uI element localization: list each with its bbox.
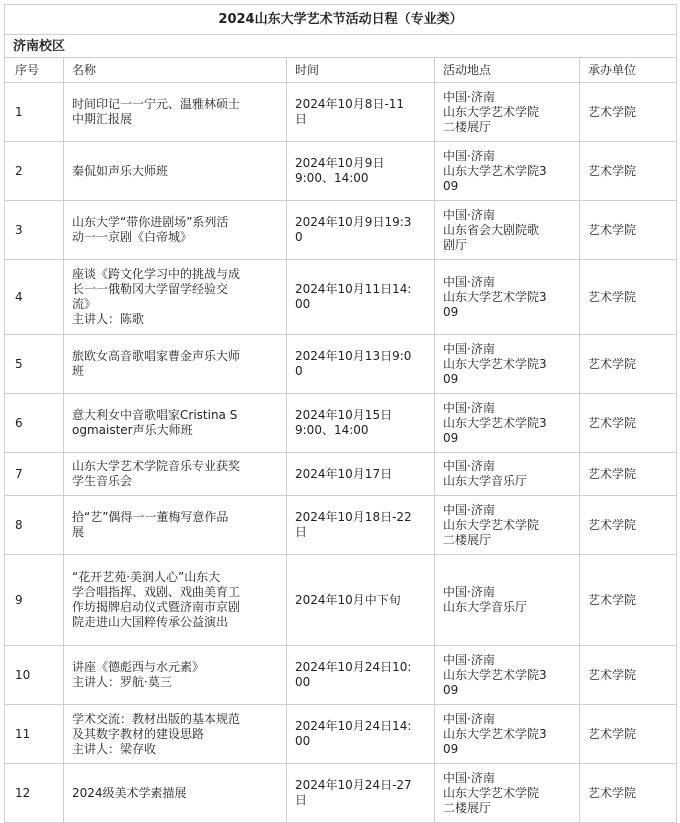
row-time-line: 日 [295, 793, 308, 807]
row-seq: 10 [5, 646, 64, 705]
row-time-line: 2024年10月24日14: [295, 719, 412, 733]
row-name-line: 主讲人：罗航·莫三 [72, 675, 172, 689]
row-place-line: 山东大学艺术学院3 [443, 356, 547, 371]
row-seq: 6 [5, 394, 64, 453]
row-place [435, 83, 580, 142]
row-time [287, 705, 435, 764]
row-time-line: 2024年10月8日-11 [295, 97, 405, 111]
row-seq: 9 [5, 555, 64, 646]
table-row [5, 555, 677, 646]
row-name-line: 班 [72, 364, 85, 378]
table-row [5, 201, 677, 260]
row-org: 艺术学院 [580, 496, 677, 555]
row-time [287, 201, 435, 260]
row-time-line: 2024年10月9日19:3 [295, 215, 412, 229]
row-name-line: 及其数字教材的建设思路 [72, 726, 205, 741]
row-name-line: “花开艺苑·美润人心”山东大 [72, 570, 221, 584]
table-row [5, 394, 677, 453]
row-place [435, 453, 580, 496]
title-row [5, 5, 677, 35]
header-org: 承办单位 [580, 58, 677, 83]
row-seq: 3 [5, 201, 64, 260]
schedule-table [4, 4, 677, 823]
row-place-line: 中国·济南 [443, 585, 495, 599]
row-seq: 8 [5, 496, 64, 555]
row-seq: 1 [5, 83, 64, 142]
row-name-line: 秦侃如声乐大师班 [72, 163, 169, 178]
row-name-line: 中期汇报展 [72, 112, 133, 126]
row-place-line: 中国·济南 [443, 502, 495, 517]
table-row [5, 646, 677, 705]
row-place-line: 09 [443, 304, 459, 319]
row-place-line: 中国·济南 [443, 400, 495, 415]
row-place [435, 394, 580, 453]
row-time-line: 2024年10月24日-27 [295, 778, 412, 792]
row-time-line: 9:00、14:00 [295, 171, 369, 185]
row-place-line: 中国·济南 [443, 148, 495, 163]
row-name-line: 学合唱指挥、戏剧、戏曲美育工 [72, 585, 241, 599]
row-time-line: 2024年10月11日14: [295, 282, 412, 296]
row-name [64, 646, 287, 705]
header-row [5, 58, 677, 83]
row-name-line: 流》 [72, 297, 97, 311]
table-title: 2024山东大学艺术节活动日程（专业类） [5, 5, 677, 35]
row-name [64, 260, 287, 335]
row-seq: 5 [5, 335, 64, 394]
row-org: 艺术学院 [580, 201, 677, 260]
row-place-line: 山东大学艺术学院 [443, 785, 540, 800]
row-place [435, 555, 580, 646]
header-place: 活动地点 [435, 58, 580, 83]
row-org: 艺术学院 [580, 453, 677, 496]
row-time [287, 142, 435, 201]
row-time [287, 453, 435, 496]
row-name-line: 2024级美术学素描展 [72, 785, 187, 800]
row-name-line: ogmaister声乐大师班 [72, 423, 193, 437]
row-name-line: 学术交流：教材出版的基本规范 [72, 711, 241, 726]
row-name-line: 院走进山大国粹传承公益演出 [72, 615, 229, 629]
row-name-line: 山东大学艺术学院音乐专业获奖 [72, 459, 241, 473]
row-name-line: 时间印记一一宁元、温雅林硕士 [72, 97, 241, 111]
table-row [5, 83, 677, 142]
row-time [287, 764, 435, 823]
row-name-line: 意大利女中音歌唱家Cristina S [72, 408, 238, 422]
row-place-line: 二楼展厅 [443, 800, 492, 815]
row-place-line: 09 [443, 178, 459, 193]
row-place-line: 中国·济南 [443, 89, 495, 104]
row-place-line: 山东大学艺术学院3 [443, 289, 547, 304]
row-org: 艺术学院 [580, 705, 677, 764]
row-org: 艺术学院 [580, 764, 677, 823]
row-org: 艺术学院 [580, 646, 677, 705]
row-place [435, 260, 580, 335]
row-name [64, 201, 287, 260]
row-time-line: 00 [295, 734, 311, 748]
row-place-line: 山东大学艺术学院3 [443, 726, 547, 741]
row-place-line: 山东大学艺术学院3 [443, 163, 547, 178]
table-row [5, 705, 677, 764]
table-row [5, 453, 677, 496]
row-place [435, 705, 580, 764]
row-name [64, 335, 287, 394]
row-seq: 2 [5, 142, 64, 201]
row-time [287, 83, 435, 142]
row-seq: 7 [5, 453, 64, 496]
row-org: 艺术学院 [580, 335, 677, 394]
row-place-line: 中国·济南 [443, 459, 495, 473]
row-name [64, 555, 287, 646]
row-place [435, 335, 580, 394]
row-place-line: 中国·济南 [443, 274, 495, 289]
row-time-line: 00 [295, 675, 311, 689]
row-name-line: 拾“艺”偶得一一董梅写意作品 [72, 510, 229, 524]
row-place-line: 二楼展厅 [443, 119, 492, 134]
row-name [64, 394, 287, 453]
row-place-line: 山东省会大剧院歌 [443, 222, 540, 237]
row-name-line: 动一一京剧《白帝城》 [72, 230, 193, 244]
row-place-line: 中国·济南 [443, 207, 495, 222]
row-time-line: 2024年10月9日 [295, 156, 385, 170]
row-name [64, 705, 287, 764]
row-place-line: 09 [443, 682, 459, 697]
row-place [435, 142, 580, 201]
row-time [287, 555, 435, 646]
row-place-line: 二楼展厅 [443, 532, 492, 547]
row-place-line: 中国·济南 [443, 770, 495, 785]
row-place-line: 09 [443, 430, 459, 445]
row-name-line: 长一一俄勒冈大学留学经验交 [72, 282, 229, 296]
row-time [287, 335, 435, 394]
campus-label: 济南校区 [5, 35, 677, 58]
header-time: 时间 [287, 58, 435, 83]
row-name-line: 山东大学“带你进剧场”系列活 [72, 215, 229, 229]
row-place [435, 496, 580, 555]
row-place-line: 剧厅 [443, 237, 468, 252]
table-row [5, 496, 677, 555]
row-place-line: 中国·济南 [443, 652, 495, 667]
row-name-line: 主讲人：陈歌 [72, 312, 145, 326]
row-time-line: 0 [295, 364, 303, 378]
row-name-line: 主讲人：梁存收 [72, 741, 157, 756]
row-time-line: 2024年10月15日 [295, 408, 393, 422]
row-name [64, 142, 287, 201]
row-org: 艺术学院 [580, 394, 677, 453]
row-org: 艺术学院 [580, 260, 677, 335]
table-row [5, 335, 677, 394]
row-seq: 12 [5, 764, 64, 823]
row-seq: 11 [5, 705, 64, 764]
row-time [287, 646, 435, 705]
row-place-line: 山东大学艺术学院 [443, 517, 540, 532]
row-place-line: 山东大学艺术学院3 [443, 415, 547, 430]
row-name-line: 学生音乐会 [72, 474, 133, 488]
row-place-line: 山东大学艺术学院3 [443, 667, 547, 682]
campus-row [5, 35, 677, 58]
row-time-line: 9:00、14:00 [295, 423, 369, 437]
row-org: 艺术学院 [580, 142, 677, 201]
row-name-line: 作坊揭牌启动仪式暨济南市京剧 [72, 600, 241, 614]
row-place-line: 中国·济南 [443, 711, 495, 726]
row-time-line: 2024年10月18日-22 [295, 510, 412, 524]
header-name: 名称 [64, 58, 287, 83]
row-time-line: 2024年10月17日 [295, 466, 393, 481]
row-name [64, 453, 287, 496]
row-time-line: 2024年10月24日10: [295, 660, 412, 674]
row-name-line: 座谈《跨文化学习中的挑战与成 [72, 267, 241, 281]
row-place [435, 201, 580, 260]
row-time-line: 2024年10月中下旬 [295, 592, 401, 607]
row-name [64, 496, 287, 555]
row-place [435, 764, 580, 823]
row-time [287, 496, 435, 555]
table-row [5, 764, 677, 823]
row-org: 艺术学院 [580, 555, 677, 646]
row-place-line: 山东大学音乐厅 [443, 600, 528, 614]
row-place-line: 09 [443, 371, 459, 386]
row-time [287, 394, 435, 453]
row-place [435, 646, 580, 705]
row-name [64, 764, 287, 823]
row-name-line: 旅欧女高音歌唱家曹金声乐大师 [72, 349, 241, 363]
row-org: 艺术学院 [580, 83, 677, 142]
row-place-line: 山东大学音乐厅 [443, 474, 528, 488]
table-row [5, 260, 677, 335]
row-time-line: 日 [295, 112, 308, 126]
row-name [64, 83, 287, 142]
row-time-line: 0 [295, 230, 303, 244]
row-place-line: 中国·济南 [443, 341, 495, 356]
header-seq: 序号 [5, 58, 64, 83]
row-name-line: 讲座《德彪西与水元素》 [72, 660, 205, 674]
row-time-line: 日 [295, 525, 308, 539]
row-place-line: 山东大学艺术学院 [443, 104, 540, 119]
row-time-line: 00 [295, 297, 311, 311]
row-time [287, 260, 435, 335]
row-place-line: 09 [443, 741, 459, 756]
row-time-line: 2024年10月13日9:0 [295, 349, 412, 363]
row-seq: 4 [5, 260, 64, 335]
row-name-line: 展 [72, 525, 85, 539]
table-row [5, 142, 677, 201]
